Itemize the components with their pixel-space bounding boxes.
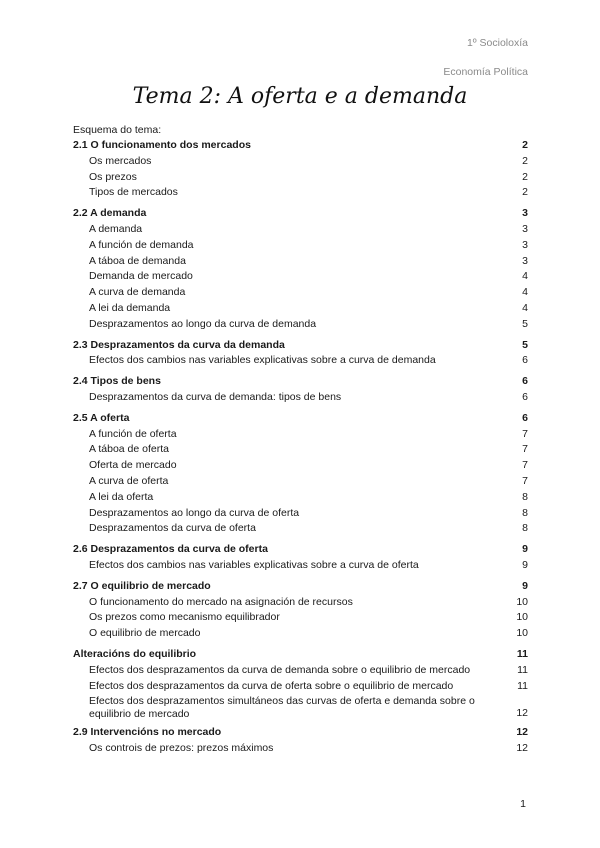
- toc-item-page: 3: [522, 222, 528, 235]
- toc-item-page: 3: [522, 238, 528, 251]
- toc-item-page: 11: [517, 679, 528, 692]
- toc-item[interactable]: [73, 255, 528, 271]
- toc-item[interactable]: [73, 680, 528, 696]
- toc-item[interactable]: [73, 270, 528, 286]
- toc-heading[interactable]: [73, 375, 528, 391]
- toc-item-page: 10: [516, 595, 528, 608]
- toc-item[interactable]: [73, 611, 528, 627]
- toc-section: [73, 543, 528, 575]
- toc-heading-page: 3: [522, 207, 528, 220]
- toc-heading-label: 2.6 Desprazamentos da curva de oferta: [73, 543, 268, 556]
- toc-item-label: Efectos dos cambios nas variables explicativas sobre a curva de oferta: [89, 558, 419, 571]
- toc-heading[interactable]: [73, 412, 528, 428]
- toc-item-page: 8: [522, 490, 528, 503]
- toc-item[interactable]: [73, 507, 528, 523]
- toc-item-page: 8: [522, 522, 528, 535]
- toc-heading-label: 2.9 Intervencións no mercado: [73, 726, 222, 739]
- toc-item-label: A curva de oferta: [89, 474, 169, 487]
- toc-item-label: Desprazamentos da curva de oferta: [89, 522, 256, 535]
- toc-item-page: 7: [522, 427, 528, 440]
- toc-item-label: A función de oferta: [89, 427, 177, 440]
- toc-item-page: 2: [522, 170, 528, 183]
- toc-heading-page: 6: [522, 411, 528, 424]
- toc-item[interactable]: [73, 223, 528, 239]
- toc-item-label: A lei da oferta: [89, 490, 154, 503]
- toc-item-page: 6: [522, 390, 528, 403]
- toc-item-page: 8: [522, 506, 528, 519]
- toc-item[interactable]: [73, 318, 528, 334]
- toc-item[interactable]: [73, 443, 528, 459]
- toc-item-label: Desprazamentos da curva de demanda: tipos de bens: [89, 390, 342, 403]
- toc-item[interactable]: [73, 627, 528, 643]
- toc-item[interactable]: [73, 354, 528, 370]
- toc-heading-label: 2.4 Tipos de bens: [73, 375, 161, 388]
- toc-heading[interactable]: [73, 580, 528, 596]
- table-of-contents: [73, 123, 528, 763]
- toc-item-label: Os prezos: [89, 170, 137, 183]
- toc-item-page: 4: [522, 286, 528, 299]
- toc-item[interactable]: [73, 459, 528, 475]
- toc-heading-page: 12: [516, 726, 528, 739]
- toc-item-label: A curva de demanda: [89, 286, 186, 299]
- toc-sections: [73, 139, 528, 758]
- toc-item-page: 7: [522, 474, 528, 487]
- toc-item[interactable]: [73, 475, 528, 491]
- toc-section: [73, 648, 528, 721]
- toc-item-label: A táboa de demanda: [89, 254, 186, 267]
- toc-item-label: Desprazamentos ao longo da curva de oferta: [89, 506, 300, 519]
- toc-item-page: 10: [516, 627, 528, 640]
- toc-item-label: O funcionamento do mercado na asignación de recursos: [89, 595, 353, 608]
- toc-intro: Esquema do tema:: [73, 124, 162, 136]
- toc-section: [73, 580, 528, 643]
- toc-item-page: 9: [522, 558, 528, 571]
- toc-item-page: 3: [522, 254, 528, 267]
- toc-heading-page: 2: [522, 139, 528, 151]
- toc-heading[interactable]: [73, 648, 528, 664]
- toc-item-label: Os mercados: [89, 154, 152, 167]
- toc-item[interactable]: [73, 522, 528, 538]
- toc-item-page: 10: [516, 611, 528, 624]
- toc-item[interactable]: [73, 664, 528, 680]
- toc-section: [73, 375, 528, 407]
- page-number: 1: [520, 798, 526, 810]
- toc-item-label: Efectos dos desprazamentos simultáneos das curvas de oferta e demanda sobre o equilibrio de mercado: [89, 695, 475, 721]
- toc-item-page: 2: [522, 154, 528, 167]
- toc-section: [73, 139, 528, 202]
- toc-item-page: 5: [522, 317, 528, 330]
- toc-heading-label: 2.3 Desprazamentos da curva da demanda: [73, 338, 285, 351]
- toc-heading[interactable]: [73, 726, 528, 742]
- toc-item[interactable]: [73, 596, 528, 612]
- header-subject: Economía Política: [443, 66, 528, 78]
- toc-section: [73, 339, 528, 371]
- toc-item-page: 2: [522, 186, 528, 199]
- toc-item[interactable]: [73, 695, 528, 721]
- toc-item[interactable]: [73, 428, 528, 444]
- toc-heading-page: 9: [522, 543, 528, 556]
- toc-item[interactable]: [73, 171, 528, 187]
- toc-item-label: A táboa de oferta: [89, 443, 169, 456]
- toc-heading-page: 9: [522, 579, 528, 592]
- toc-heading[interactable]: [73, 207, 528, 223]
- page-title: Tema 2: A oferta e a demanda: [132, 84, 468, 109]
- toc-item-page: 12: [516, 742, 528, 755]
- toc-section: [73, 207, 528, 333]
- toc-heading-page: 5: [522, 338, 528, 351]
- toc-item-label: Demanda de mercado: [89, 270, 193, 283]
- toc-heading-label: Alteracións do equilibrio: [73, 647, 197, 660]
- toc-item-label: Os controis de prezos: prezos máximos: [89, 742, 274, 755]
- toc-item-label: Efectos dos desprazamentos da curva de demanda sobre o equilibrio de mercado: [89, 663, 471, 676]
- toc-item-label: O equilibrio de mercado: [89, 627, 201, 640]
- toc-item-label: A lei da demanda: [89, 301, 171, 314]
- toc-item[interactable]: [73, 155, 528, 171]
- toc-item[interactable]: [73, 559, 528, 575]
- toc-item-page: 7: [522, 443, 528, 456]
- toc-item-label: Efectos dos cambios nas variables explicativas sobre a curva de demanda: [89, 354, 436, 367]
- toc-item[interactable]: [73, 286, 528, 302]
- toc-item[interactable]: [73, 302, 528, 318]
- toc-item-label: Os prezos como mecanismo equilibrador: [89, 611, 280, 624]
- toc-section: [73, 726, 528, 758]
- toc-item-label: Tipos de mercados: [89, 186, 178, 199]
- toc-heading[interactable]: [73, 339, 528, 355]
- toc-item[interactable]: [73, 742, 528, 758]
- header-course: 1º Socioloxía: [466, 37, 528, 49]
- toc-item[interactable]: [73, 391, 528, 407]
- toc-item-label: Desprazamentos ao longo da curva de demanda: [89, 317, 317, 330]
- toc-heading-page: 6: [522, 375, 528, 388]
- toc-item[interactable]: [73, 186, 528, 202]
- toc-item-page: 11: [517, 663, 528, 676]
- toc-item-page: 6: [522, 354, 528, 367]
- toc-heading[interactable]: [73, 543, 528, 559]
- toc-item[interactable]: [73, 491, 528, 507]
- toc-item-page: 4: [522, 270, 528, 283]
- toc-item[interactable]: [73, 239, 528, 255]
- toc-item-label: Oferta de mercado: [89, 459, 177, 472]
- toc-item-label: A demanda: [89, 222, 143, 235]
- toc-item-page: 7: [522, 459, 528, 472]
- toc-item-label: A función de demanda: [89, 238, 194, 251]
- toc-heading-label: 2.7 O equilibrio de mercado: [73, 579, 211, 592]
- toc-item-label: Efectos dos desprazamentos da curva de oferta sobre o equilibrio de mercado: [89, 679, 454, 692]
- toc-heading-label: 2.1 O funcionamento dos mercados: [73, 139, 251, 151]
- toc-heading-label: 2.2 A demanda: [73, 207, 147, 220]
- toc-heading-label: 2.5 A oferta: [73, 411, 130, 424]
- toc-heading-page: 11: [516, 647, 528, 660]
- toc-heading[interactable]: [73, 139, 528, 155]
- toc-item-page: 12: [516, 707, 528, 720]
- toc-section: [73, 412, 528, 538]
- toc-item-page: 4: [522, 301, 528, 314]
